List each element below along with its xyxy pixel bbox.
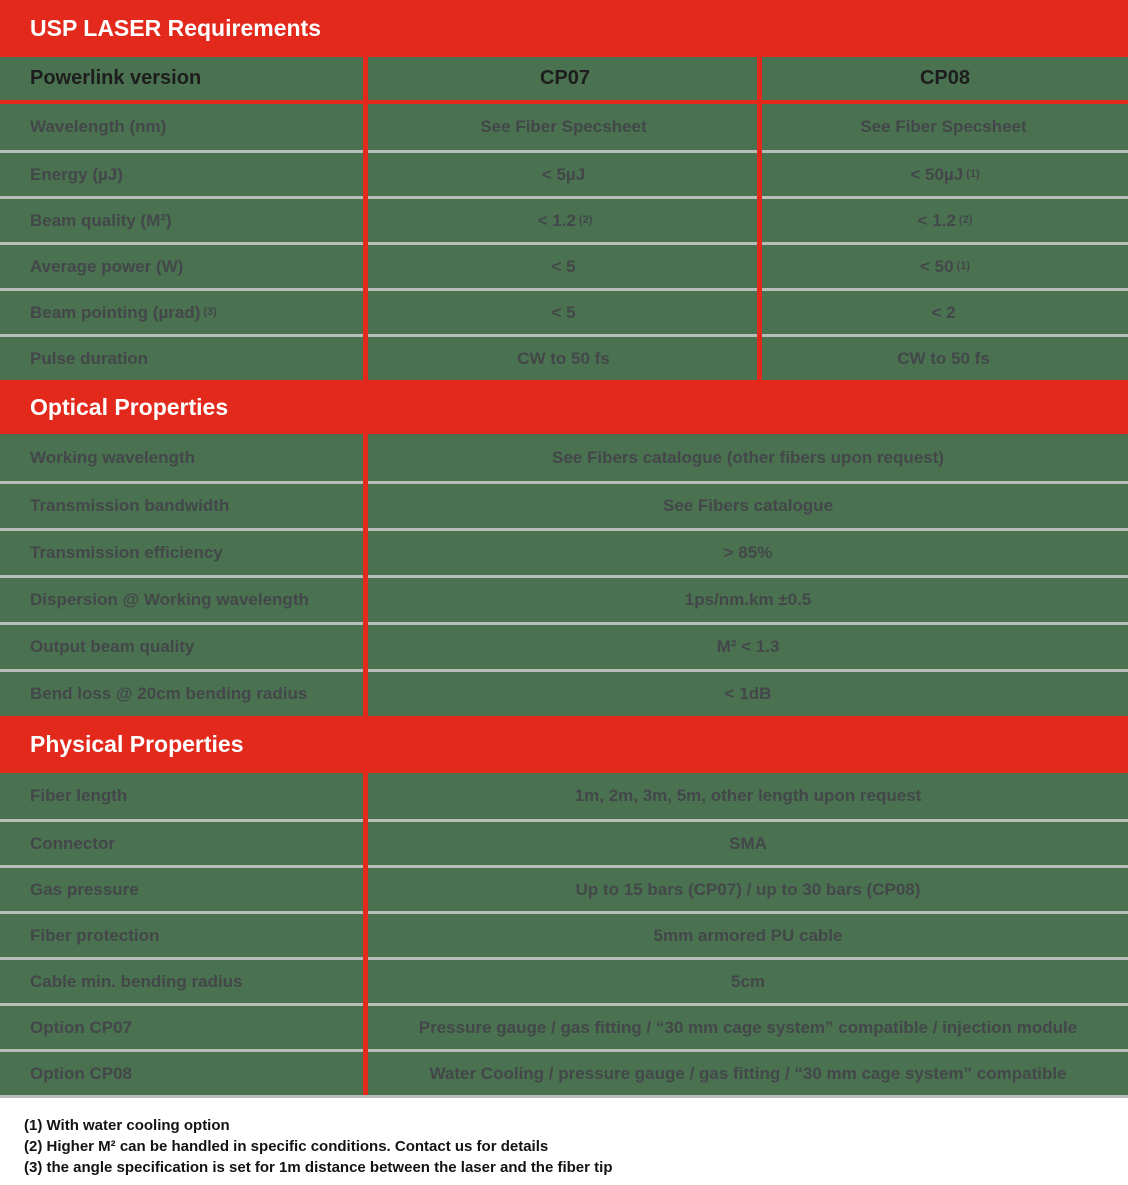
cell-text: See Fiber Specsheet	[860, 117, 1027, 136]
table-row-cable-bending-radius	[0, 957, 1128, 1003]
cp08-value	[762, 245, 1128, 288]
cell-text: Dispersion @ Working wavelength	[30, 590, 309, 609]
cp08-value	[762, 104, 1128, 150]
row-label	[0, 1052, 368, 1095]
row-label	[0, 531, 368, 575]
table-row-transmission-bandwidth	[0, 481, 1128, 528]
section-header-optical	[0, 380, 1128, 434]
section-title: USP LASER Requirements	[30, 15, 321, 41]
cell-text: Working wavelength	[30, 447, 195, 467]
header-text: CP08	[919, 67, 971, 89]
table-row-working-wavelength	[0, 434, 1128, 481]
row-value	[368, 868, 1128, 911]
footnote-2: (2) Higher M² can be handled in specific conditions. Contact us for details	[24, 1138, 549, 1155]
cell-text: See Fibers catalogue	[662, 496, 834, 515]
cell-text: < 5µJ	[541, 164, 586, 184]
table-row-fiber-length	[0, 773, 1128, 819]
cell-text: Cable min. bending radius	[30, 971, 243, 991]
cell-text: Gas pressure	[30, 879, 139, 899]
cell-text: Transmission bandwidth	[30, 496, 230, 515]
cell-text: < 1.2	[917, 210, 956, 230]
table-row-option-cp07	[0, 1003, 1128, 1049]
cell-text: CW to 50 fs	[897, 348, 990, 368]
optical-properties-table	[0, 434, 1128, 716]
table-row-bend-loss	[0, 669, 1128, 716]
row-value	[368, 773, 1128, 819]
footnote-marker: (3)	[203, 305, 217, 318]
section-title: Optical Properties	[30, 393, 229, 420]
row-value	[368, 914, 1128, 957]
section-title: Physical Properties	[30, 731, 244, 757]
cp08-value	[762, 199, 1128, 242]
row-label	[0, 104, 368, 150]
cell-text: 5cm	[730, 971, 766, 991]
table-row-average-power	[0, 242, 1128, 288]
row-value	[368, 484, 1128, 528]
row-label	[0, 199, 368, 242]
physical-properties-table	[0, 773, 1128, 1095]
column-header-cp07	[368, 57, 762, 100]
cp07-value	[368, 104, 762, 150]
row-label	[0, 484, 368, 528]
row-label	[0, 822, 368, 865]
cell-text: 1ps/nm.km ±0.5	[684, 590, 812, 609]
cell-text: Beam quality (M²)	[30, 210, 172, 230]
cell-text: > 85%	[723, 543, 773, 562]
row-value	[368, 531, 1128, 575]
row-label	[0, 1006, 368, 1049]
row-label	[0, 434, 368, 481]
footnote-3: (3) the angle specification is set for 1m distance between the laser and the fiber tip	[24, 1159, 613, 1176]
cell-text: Fiber protection	[30, 925, 160, 945]
footnote-1: (1) With water cooling option	[24, 1117, 230, 1134]
row-value	[368, 672, 1128, 716]
section-header-physical	[0, 716, 1128, 773]
cell-text: SMA	[729, 833, 767, 853]
row-value	[368, 822, 1128, 865]
cp07-value	[368, 153, 762, 196]
cell-text: < 5	[551, 302, 576, 322]
cp08-value	[762, 337, 1128, 380]
header-text: Powerlink version	[30, 67, 202, 89]
cell-text: Fiber length	[30, 786, 128, 805]
cp07-value	[368, 245, 762, 288]
table-row-wavelength	[0, 104, 1128, 150]
cell-text: See Fiber Specsheet	[480, 117, 647, 136]
table-row-connector	[0, 819, 1128, 865]
cp08-value	[762, 153, 1128, 196]
table-row-beam-quality	[0, 196, 1128, 242]
column-divider	[363, 773, 368, 1095]
table-row-energy	[0, 150, 1128, 196]
cell-text: < 50µJ	[910, 164, 964, 184]
cell-text: < 2	[931, 302, 956, 322]
cp07-value	[368, 199, 762, 242]
row-label	[0, 578, 368, 622]
cell-text: Wavelength (nm)	[30, 117, 167, 136]
cell-text: CW to 50 fs	[517, 348, 610, 368]
cell-text: Up to 15 bars (CP07) / up to 30 bars (CP08)	[575, 879, 921, 899]
cp07-value	[368, 291, 762, 334]
row-value	[368, 434, 1128, 481]
cell-text: Option CP07	[30, 1017, 133, 1037]
section-header-usp-laser	[0, 0, 1128, 57]
row-label	[0, 291, 368, 334]
row-label	[0, 245, 368, 288]
cell-text: Output beam quality	[30, 637, 195, 656]
cell-text: Beam pointing (µrad)	[30, 302, 201, 322]
row-value	[368, 578, 1128, 622]
cell-text: < 1.2	[537, 210, 576, 230]
header-text: CP07	[539, 67, 591, 89]
cell-text: Bend loss @ 20cm bending radius	[30, 684, 308, 703]
row-label	[0, 960, 368, 1003]
table-row-pulse-duration	[0, 334, 1128, 380]
footnotes-block	[0, 1098, 1128, 1178]
cell-text: Option CP08	[30, 1063, 133, 1083]
cell-text: Average power (W)	[30, 256, 184, 276]
table-row-output-beam-quality	[0, 622, 1128, 669]
cell-text: < 50	[919, 256, 954, 276]
row-label	[0, 773, 368, 819]
footnote-marker: (1)	[956, 259, 970, 272]
row-value	[368, 1006, 1128, 1049]
table-row-beam-pointing	[0, 288, 1128, 334]
usp-requirements-table	[0, 57, 1128, 380]
row-label	[0, 672, 368, 716]
row-label	[0, 625, 368, 669]
column-header-row	[0, 57, 1128, 100]
cp08-value	[762, 291, 1128, 334]
cell-text: 1m, 2m, 3m, 5m, other length upon request	[574, 786, 922, 805]
cell-text: Pulse duration	[30, 348, 149, 368]
row-label	[0, 337, 368, 380]
cell-text: Connector	[30, 833, 115, 853]
row-value	[368, 960, 1128, 1003]
footnote-marker: (1)	[966, 167, 980, 180]
cell-text: See Fibers catalogue (other fibers upon request)	[551, 447, 945, 467]
table-row-gas-pressure	[0, 865, 1128, 911]
column-divider	[363, 434, 368, 716]
column-header-powerlink	[0, 57, 368, 100]
cell-text: < 1dB	[724, 684, 772, 703]
cell-text: M² < 1.3	[716, 637, 780, 656]
row-value	[368, 625, 1128, 669]
table-row-dispersion	[0, 575, 1128, 622]
row-label	[0, 914, 368, 957]
column-header-cp08	[762, 57, 1128, 100]
column-divider	[363, 57, 368, 380]
table-row-option-cp08	[0, 1049, 1128, 1095]
footnote-marker: (2)	[958, 213, 973, 226]
row-label	[0, 868, 368, 911]
cell-text: Pressure gauge / gas fitting / “30 mm cage system” compatible / injection module	[418, 1017, 1078, 1037]
row-label	[0, 153, 368, 196]
table-row-transmission-efficiency	[0, 528, 1128, 575]
cell-text: Transmission efficiency	[30, 543, 223, 562]
footnote-marker: (2)	[578, 213, 593, 226]
cell-text: Energy (µJ)	[30, 164, 123, 184]
cell-text: 5mm armored PU cable	[653, 925, 843, 945]
cell-text: Water Cooling / pressure gauge / gas fitting / “30 mm cage system” compatible	[429, 1063, 1067, 1083]
column-divider	[757, 57, 762, 380]
table-row-fiber-protection	[0, 911, 1128, 957]
cell-text: < 5	[551, 256, 576, 276]
row-value	[368, 1052, 1128, 1095]
cp07-value	[368, 337, 762, 380]
